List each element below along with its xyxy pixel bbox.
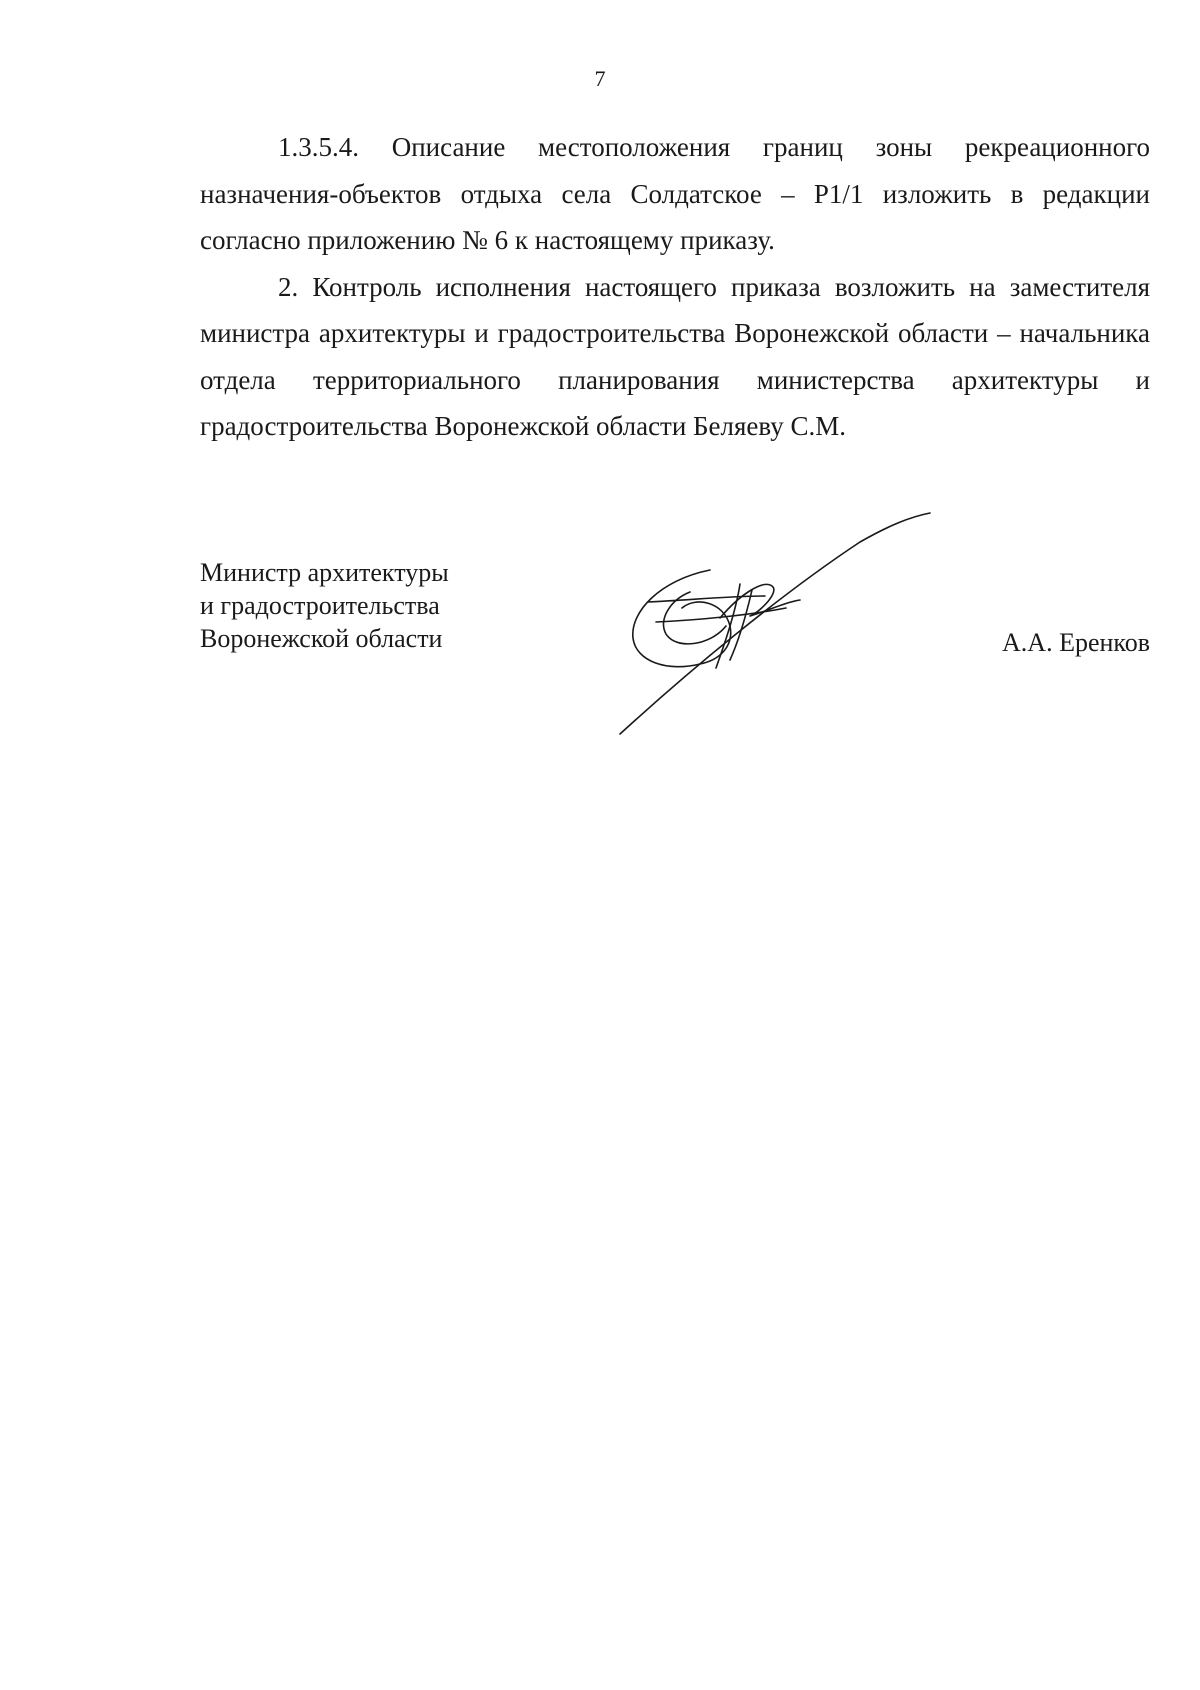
signer-position-line: Воронежской области [200, 624, 443, 653]
page-number: 7 [594, 66, 606, 91]
document-body [200, 124, 1150, 450]
paragraph-1-3-5-4: 1.3.5.4. Описание местоположения границ зоны рекреационного назначения-объектов отдыха села Солдатское – Р1/1 изложить в редакции согласно приложению № 6 к настоящему приказу. [200, 132, 1150, 255]
signer-position-line: и градостроительства [200, 591, 440, 620]
signer-position-line: Министр архитектуры [200, 558, 449, 587]
signer-name: А.А. Еренков [1002, 628, 1150, 657]
signer-position [200, 556, 449, 655]
paragraph-2-control: 2. Контроль исполнения настоящего приказа возложить на заместителя министра архитектуры и градостроительства Воронежской области – начальника отдела территориального планирования министерства архитектуры и градостроительства Воронежской области Беляеву С.М. [200, 271, 1150, 441]
handwritten-signature [600, 500, 980, 750]
